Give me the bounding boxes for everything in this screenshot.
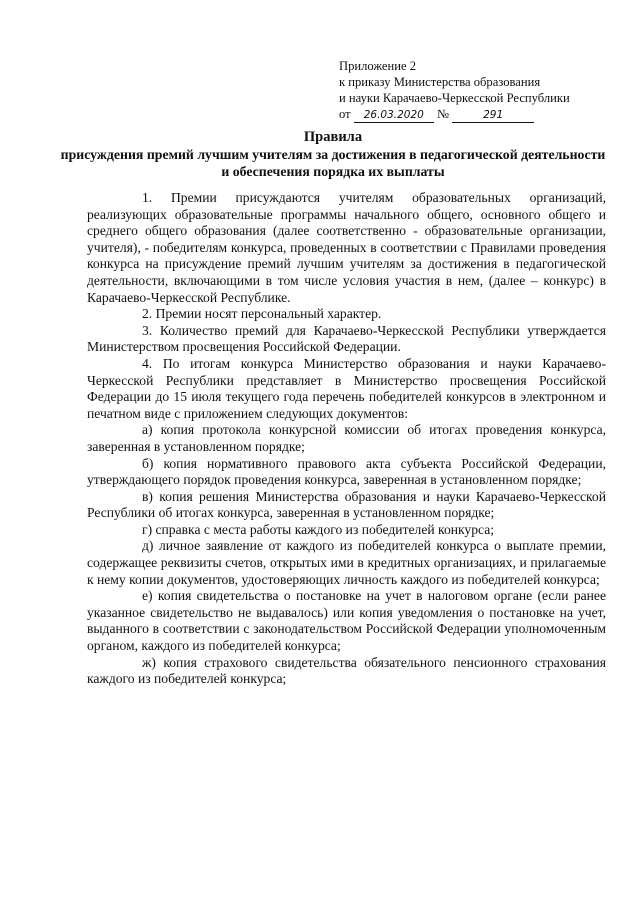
list-item-b: б) копия нормативного правового акта субъекта Российской Федерации, утверждающего порядок проведения конкурса, заверенная в установленном порядке; — [87, 455, 606, 488]
list-item-v: в) копия решения Министерства образования и науки Карачаево-Черкесской Республики об итогах конкурса, заверенная в установленном порядке; — [87, 488, 606, 521]
handwritten-date: 26.03.2020 — [354, 109, 434, 123]
list-item-g: г) справка с места работы каждого из победителей конкурса; — [142, 521, 495, 537]
appendix-date-number-line — [339, 106, 629, 123]
paragraph-1: 1. Премии присуждаются учителям образовательных организаций, реализующих образовательные программы начального общего, основного общего и среднего общего образования (далее соответственно - образовательные организации, учителя), - победителям конкурса, проведенных в соответствии с Правилами проведения конкурса на присуждение премий лучшим учителям за достижения в педагогической деятельности, включающими в том числе условия участия в нем, (далее – конкурс) в Карачаево-Черкесской Республике. — [87, 190, 606, 305]
list-item-a: а) копия протокола конкурсной комиссии об итогах проведения конкурса, заверенная в установленном порядке; — [87, 422, 606, 454]
number-label: № — [436, 107, 449, 121]
appendix-title: Приложение 2 — [339, 59, 417, 73]
appendix-order-line: к приказу Министерства образования — [339, 75, 541, 89]
list-item-e: е) копия свидетельства о постановке на учет в налоговом органе (если ранее указанное свидетельство не выдавалось) или копия уведомления о постановке на учет, выданного в соответствии с законодательством Российской Федерации уполномоченным органом, каждого из победителей конкурса; — [87, 588, 606, 654]
appendix-header — [339, 58, 629, 123]
paragraph-4: 4. По итогам конкурса Министерство образования и науки Карачаево-Черкесской Республики представляет в Министерство просвещения Российской Федерации до 15 июля текущего года перечень победителей конкурсов в электронном и печатном виде с приложением следующих документов: — [87, 355, 606, 421]
paragraph-2: 2. Премии носят персональный характер. — [142, 306, 382, 322]
paragraph-3: 3. Количество премий для Карачаево-Черкесской Республики утверждается Министерством просвещения Российской Федерации. — [87, 322, 606, 355]
title-main: Правила — [303, 129, 363, 145]
list-item-d: д) личное заявление от каждого из победителей конкурса о выплате премии, содержащее реквизиты счетов, открытых ими в кредитных организациях, и прилагаемые к нему копии документов, удостоверяющих личность каждого из победителей конкурса; — [87, 538, 606, 587]
title-subtitle: присуждения премий лучшим учителям за достижения в педагогической деятельности и обеспечения порядка их выплаты — [60, 147, 606, 179]
from-label: от — [339, 107, 351, 121]
document-body — [87, 190, 606, 688]
appendix-ministry-line: и науки Карачаево-Черкесской Республики — [339, 91, 570, 105]
list-item-zh: ж) копия страхового свидетельства обязательного пенсионного страхования каждого из победителей конкурса; — [87, 654, 606, 687]
document-title — [60, 129, 606, 180]
handwritten-number: 291 — [452, 109, 534, 123]
